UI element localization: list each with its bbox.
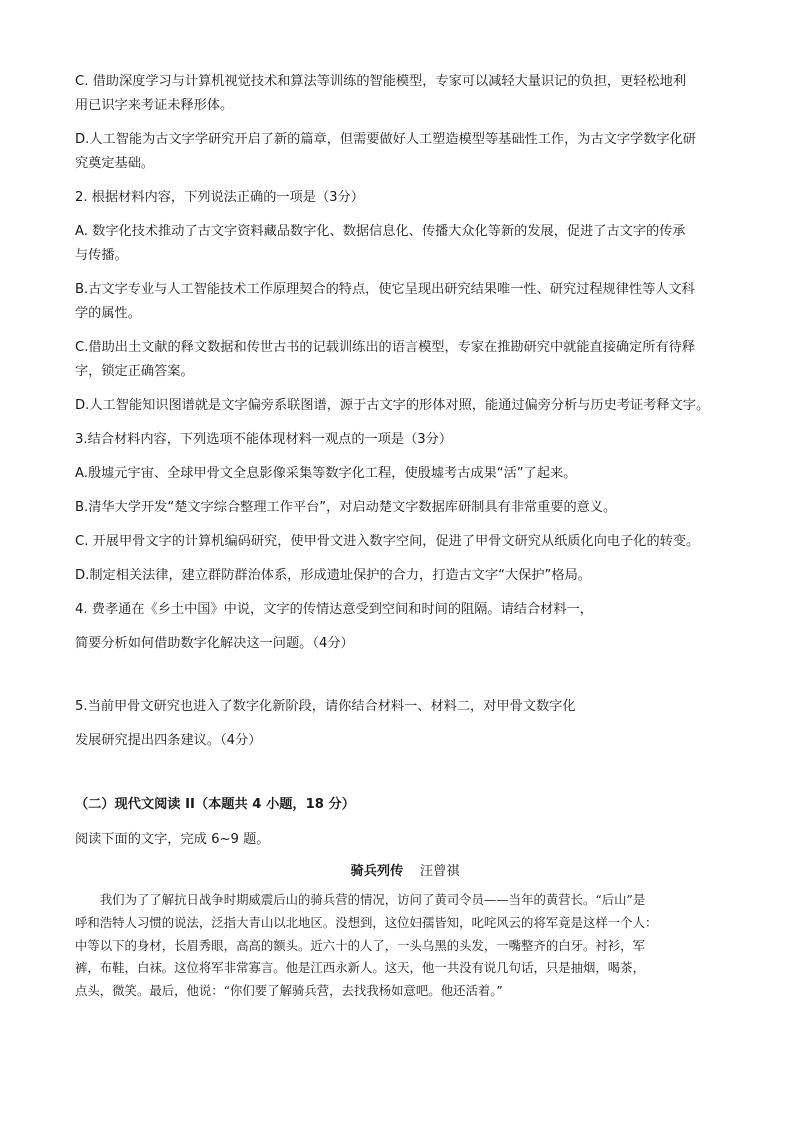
q3-stem: 3.结合材料内容，下列选项不能体现材料一观点的一项是（3分） bbox=[75, 432, 453, 447]
q3-option-d: D.制定相关法律，建立群防群治体系，形成遗址保护的合力，打造古文字“大保护”格局。 bbox=[75, 568, 591, 583]
q2-option-b-line2: 学的属性。 bbox=[75, 306, 141, 321]
q3-option-b: B.清华大学开发“楚文字综合整理工作平台”，对启动楚文字数据库研制具有非常重要的意义。 bbox=[75, 500, 617, 515]
q4-line2: 简要分析如何借助数字化解决这一问题。（4分） bbox=[75, 636, 354, 651]
q3-option-a: A.殷墟元宇宙、全球甲骨文全息影像采集等数字化工程，使殷墟考古成果“活”了起来。 bbox=[75, 466, 577, 481]
section-heading: （二）现代文阅读 II（本题共 4 小题，18 分） bbox=[75, 797, 355, 812]
article-line: 呼和浩特人习惯的说法，泛指大青山以北地区。没想到，这位妇孺皆知，叱咤风云的将军竟是这样一个人： bbox=[75, 914, 658, 930]
article-line: 裤，布鞋，白袜。这位将军非常寡言。他是江西永新人。这天，他一共没有说几句话，只是抽烟，喝茶， bbox=[75, 960, 645, 976]
exam-page bbox=[75, 70, 735, 1003]
q2-option-a-line1: A. 数字化技术推动了古文字资料藏品数字化、数据信息化、传播大众化等新的发展，促进了古文字的传承 bbox=[75, 224, 686, 239]
q1-option-d-line2: 究奠定基础。 bbox=[75, 156, 155, 171]
q2-option-c-line1: C.借助出土文献的释文数据和传世古书的记载训练出的语言模型，专家在推勘研究中就能直接确定所有待释 bbox=[75, 340, 696, 355]
q5-line1: 5.当前甲骨文研究也进入了数字化新阶段，请你结合材料一、材料二，对甲骨文数字化 bbox=[75, 699, 576, 714]
article-line: 点头，微笑。最后，他说：“你们要了解骑兵营，去找我杨如意吧。他还活着。” bbox=[75, 983, 503, 999]
q4-line1: 4. 费孝通在《乡土中国》中说，文字的传情达意受到空间和时间的阻隔。请结合材料一， bbox=[75, 602, 593, 617]
article-author: 汪曾祺 bbox=[419, 864, 460, 879]
q5-line2: 发展研究提出四条建议。（4分） bbox=[75, 733, 262, 748]
q2-option-d-line1: D.人工智能知识图谱就是文字偏旁系联图谱，源于古文字的形体对照，能通过偏旁分析与历史考证考释文字。 bbox=[75, 398, 710, 413]
article-line: 中等以下的身材，长眉秀眼，高高的额头。近六十的人了，一头乌黑的头发，一嘴整齐的白牙。衬衫，军 bbox=[75, 937, 645, 953]
q1-option-d-line1: D.人工智能为古文字学研究开启了新的篇章，但需要做好人工塑造模型等基础性工作，为古文字学数字化研 bbox=[75, 132, 696, 147]
article-title-block bbox=[75, 860, 735, 879]
article-line: 我们为了了解抗日战争时期威震后山的骑兵营的情况，访问了黄司令员——当年的黄营长。“后山”是 bbox=[99, 892, 646, 907]
article-title: 骑兵列传 bbox=[350, 864, 404, 879]
article-body bbox=[75, 889, 735, 1003]
q2-option-b-line1: B.古文字专业与人工智能技术工作原理契合的特点，使它呈现出研究结果唯一性、研究过程规律性等人文科 bbox=[75, 282, 695, 297]
q3-option-c: C. 开展甲骨文字的计算机编码研究，使甲骨文进入数字空间，促进了甲骨文研究从纸质化向电子化的转变。 bbox=[75, 534, 700, 549]
q1-option-c-line2: 用已识字来考证未释形体。 bbox=[75, 98, 234, 113]
reading-instruction: 阅读下面的文字，完成 6~9 题。 bbox=[75, 832, 270, 847]
q1-option-c-line1: C. 借助深度学习与计算机视觉技术和算法等训练的智能模型，专家可以减轻大量识记的负担，更轻松地利 bbox=[75, 74, 687, 89]
q2-option-a-line2: 与传播。 bbox=[75, 248, 128, 263]
q2-stem: 2. 根据材料内容，下列说法正确的一项是（3分） bbox=[75, 190, 364, 205]
q2-option-c-line2: 字，锁定正确答案。 bbox=[75, 364, 194, 379]
